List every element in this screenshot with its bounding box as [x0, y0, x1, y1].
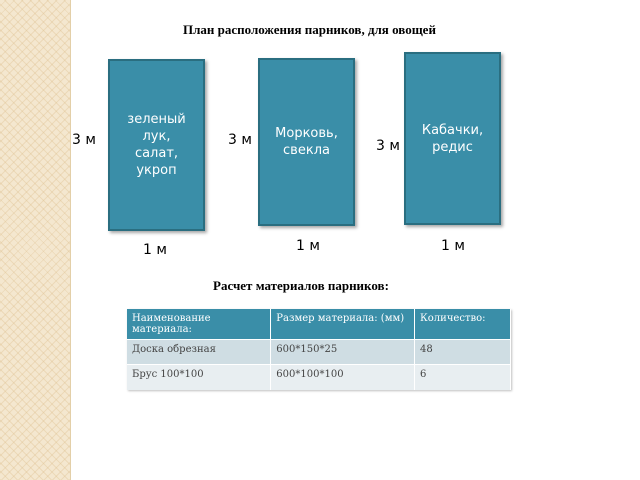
header-quantity: Количество:: [415, 309, 511, 340]
materials-title: Расчет материалов парников:: [213, 278, 389, 293]
cell-quantity: 6: [415, 365, 511, 390]
bed-2-label: Морковь, свекла: [275, 126, 338, 158]
bed-2-length: 3 м: [228, 132, 252, 148]
bed-3-width: 1 м: [441, 238, 465, 254]
bed-3-length: 3 м: [376, 138, 400, 154]
decorative-border: [0, 0, 71, 480]
cell-name: Брус 100*100: [127, 365, 271, 390]
bed-2-width: 1 м: [296, 238, 320, 254]
greenhouse-bed-2: [258, 58, 355, 226]
cell-size: 600*150*25: [271, 340, 415, 365]
cell-name: Доска обрезная: [127, 340, 271, 365]
table-row: [127, 365, 511, 390]
table-row: [127, 340, 511, 365]
bed-3-label: Кабачки, редис: [421, 122, 484, 155]
bed-1-length: 3 м: [72, 132, 96, 148]
cell-quantity: 48: [415, 340, 511, 365]
materials-table: [127, 309, 511, 390]
header-name: Наименование материала:: [127, 309, 271, 340]
cell-size: 600*100*100: [271, 365, 415, 390]
bed-1-width: 1 м: [143, 242, 167, 258]
bed-1-label: зеленый лук, салат, укроп: [127, 112, 186, 178]
page-title: План расположения парников, для овощей: [183, 22, 436, 37]
header-size: Размер материала: (мм): [271, 309, 415, 340]
greenhouse-bed-3: [404, 52, 501, 225]
greenhouse-bed-1: [108, 59, 205, 231]
